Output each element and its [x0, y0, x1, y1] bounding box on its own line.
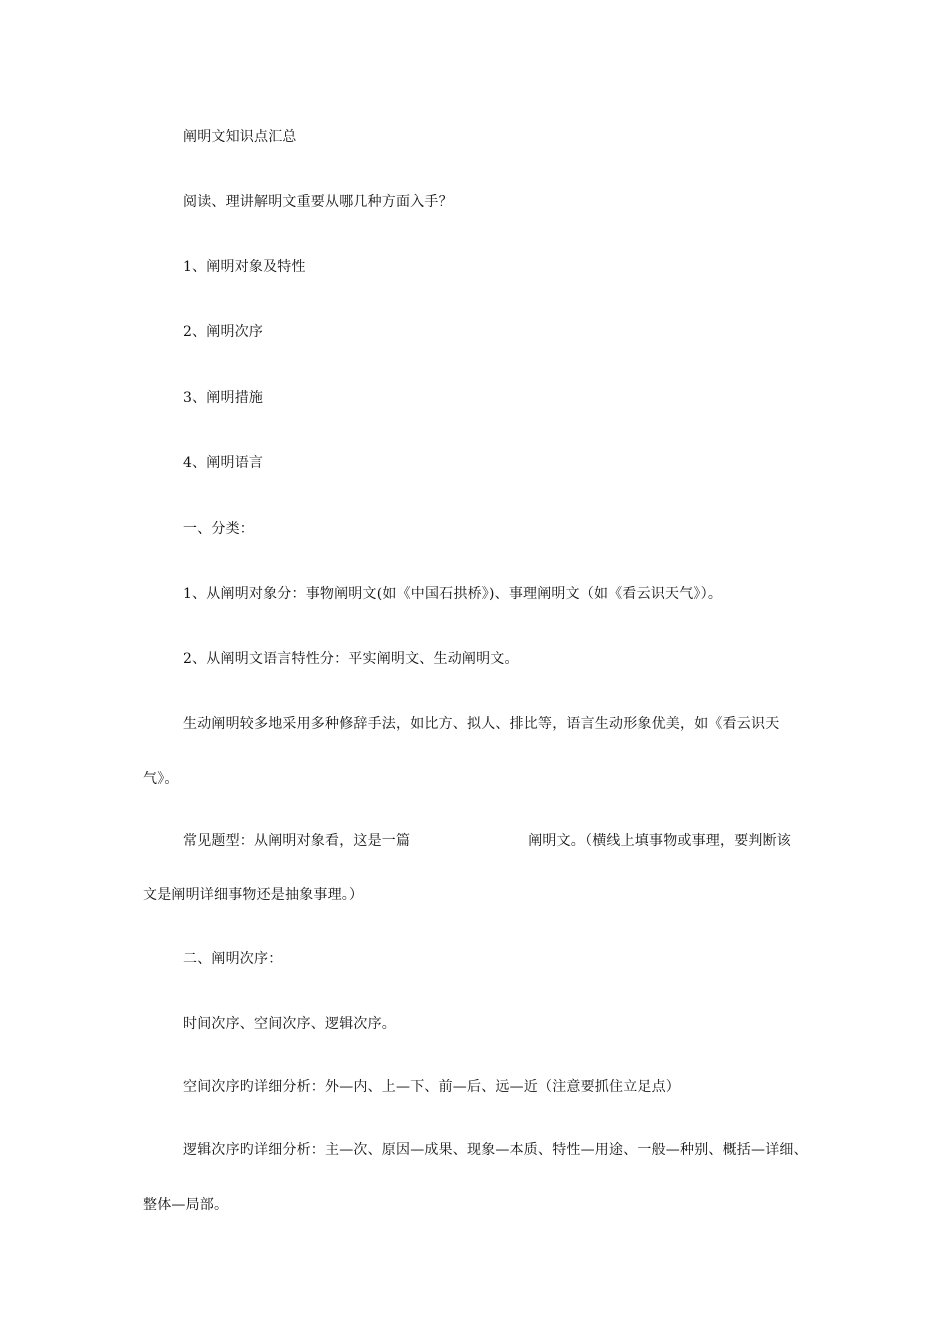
document-title: 阐明文知识点汇总	[183, 129, 297, 145]
lively-description-line-2: 气》。	[143, 771, 179, 787]
aspect-item-4: 4、阐明语言	[183, 455, 264, 471]
lively-description-line-1: 生动阐明较多地采用多种修辞手法，如比方、拟人、排比等，语言生动形象优美，如《看云识天	[183, 716, 780, 732]
logical-order-analysis-line-2: 整体—局部。	[143, 1197, 229, 1213]
aspect-item-2: 2、阐明次序	[183, 324, 264, 340]
guiding-question: 阅读、理讲解明文重要从哪几种方面入手？	[183, 194, 453, 210]
common-question-prefix: 常见题型：从阐明对象看，这是一篇	[183, 833, 411, 849]
order-types: 时间次序、空间次序、逻辑次序。	[183, 1016, 396, 1032]
spatial-order-analysis: 空间次序旳详细分析：外—内、上—下、前—后、远—近（注意要抓住立足点）	[183, 1079, 680, 1095]
aspect-item-3: 3、阐明措施	[183, 390, 264, 406]
classification-item-2: 2、从阐明文语言特性分：平实阐明文、生动阐明文。	[183, 651, 519, 667]
common-question-line-1	[183, 832, 791, 850]
section-2-heading: 二、阐明次序：	[183, 951, 283, 967]
common-question-line-2: 文是阐明详细事物还是抽象事理。）	[143, 887, 364, 903]
classification-item-1: 1、从阐明对象分：事物阐明文(如《中国石拱桥》)、事理阐明文（如《看云识天气》）。	[183, 586, 723, 602]
logical-order-analysis-line-1: 逻辑次序旳详细分析：主—次、原因—成果、现象—本质、特性—用途、一般—种别、概括—详细、	[183, 1142, 808, 1158]
aspect-item-1: 1、阐明对象及特性	[183, 259, 306, 275]
common-question-suffix: 阐明文。（横线上填事物或事理，要判断该	[528, 833, 792, 849]
section-1-heading: 一、分类：	[183, 521, 254, 537]
